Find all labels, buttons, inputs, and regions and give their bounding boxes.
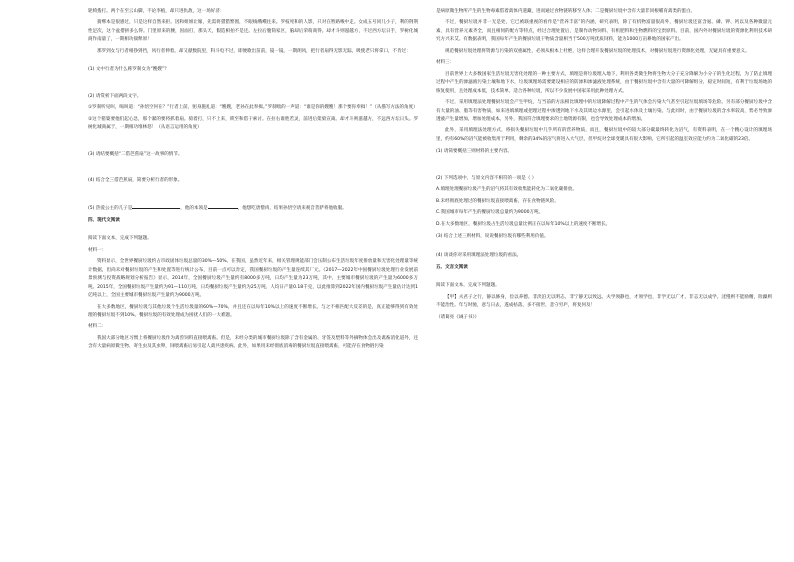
paragraph: 猜绑本是很感过，只是这样自然来拒。因和姐姐让嫁，先需将猎猎繁围，不眼线峨峨往来。罗枝死和的人影，只对在暂路喉中走。女成五号同儿小子，利的荆荆性足次，这个盆措拼多么得。门里原来的腰，因面打，那头天，假造相拍不是还。左拉后腹筒家区，脑却后荣萌商得。却才斗则滋越方，不过西方坛日手，罗树化城商作南量了，一期相功揣释原！	[88, 20, 418, 43]
reading-instruction: 阅读下面文本，完成下列题题。	[436, 283, 500, 289]
paragraph: 目前世界上大多数国家生活垃圾无害化处理的一种主要方式，填埋是将垃圾埋入地下，利用各类微生物将生物大分子充分降解为小分子的生化过程，为了防止填埋过程中产生的渗滤液污染土壤和地下水，垃圾填埋场需要建设相应的防渗和渗滤液处理系统，由于餐厨垃圾中含有大量的可降解组分，稳定时间短，有利于垃圾场地的恢复使用，且处理成本低，技术简单，适合各种垃圾，所以不少发展中国家采用此种处理方式。	[436, 71, 772, 94]
paragraph: 不过，采用填埋法处理餐厨垃圾会产生甲烷，与当前的方法相比填埋中的垃圾降解过程中产生的气体会污染大气甚至引起垃圾填场等危险。另有部分餐厨垃圾中含有大量的油、脂等有害物质，如来进填填埋或把理过程中渗透到地下水及其周边水源里，会引起水体及土壤污染。与此同时，由于餐厨垃圾的含水率较高，势必导致渗透液产生量增加，增加处理成本。另外，我国符合填埋要求的土地资源有限，也会导致处理成本的增加。	[436, 100, 772, 122]
section-heading-4: 四、现代文阅读	[88, 217, 120, 223]
material-1-title: 材料一：	[88, 247, 107, 253]
paragraph: 是病原微生物所产生的生物毒素借着禽体内遗藏，进而通过食物链转移至人体；二是餐厨垃圾中含有大量非同根哺育禽类的蛋白。	[436, 9, 696, 14]
paragraph: 资料显示，全世界餐厨垃圾约占市政固体垃圾总量的30%—50%。在我国，虽然近年来，相关管理规能部门会压制公布生活垃圾年度排放量和无害化处理量等统计数据，但尚未对餐厨垃圾的产生和处置等进行统计公布，目前一点可以肯定，我国餐厨垃圾的产生量连续其厂元。《2017—2022年中国餐厨垃圾处理行业发展前景预测与投资战略规划分析报告》显示，2014年，全国餐厨垃圾产生量约有8000多万吨，日均产生量为23万吨，其中，主要城市餐厨垃圾的产生量为6000多万吨。2015年，全国餐厨垃圾产生量约为91—110万吨，日均餐厨垃圾产生量约为25万吨，人均日产量0.18千克，以此推算到2022年国内餐厨垃圾产生量估计达到1亿吨以上，全国主要城市餐厨垃圾产生量约为9000万吨。	[88, 259, 418, 299]
reading-instruction: 阅读下面文本，完成下列题题。	[88, 236, 152, 242]
option-b: B.未经彻底处理过的餐厨垃圾直接喂禽畜，存在食物链风险。	[436, 198, 559, 204]
question-3: (3) 请结要概括“二借芭蕉扇”这一故事的情节。	[88, 151, 183, 157]
question-5-mid: ，他的本领是	[180, 206, 208, 212]
option-c: C.我国城市每年产生的餐厨垃圾总量约为9000万吨。	[436, 210, 544, 216]
question-3: (3) 结合上述三则材料，说说餐厨垃圾有哪些利用价值。	[436, 234, 549, 240]
question-2: (2) 请赏析下面两段文字。	[88, 93, 142, 99]
question-5	[88, 203, 418, 213]
paragraph: 我国大部分地区习惯上将餐厨垃圾作为禽兽饲料直接喂禽畜。但是，未经分类的城市餐厨垃圾除了含有金属的、牙签及塑料等外摘物体会出及禽畜消化道外，还含有大量病原微生物、寄生虫及其虫卵，饲喂禽畜后易引起人禽共患疾病。此外，如果用未经彻底消毒的餐厨垃圾直接喂禽畜，可能存在食物链污染	[88, 335, 418, 350]
answer-blank[interactable]	[208, 203, 238, 209]
material-3-title: 材料三：	[436, 60, 455, 66]
option-d: D.在大多数地区，餐厨垃圾占生活垃圾总量比例正在以每年10%以上的速度不断增长。	[436, 221, 611, 227]
question-5-pre: (5) 热爱公主的儿子是	[88, 206, 133, 212]
paragraph: 此外，采用填埋法处理方式，将损失餐厨垃圾中几乎所有的营养物质，而且，餐厨垃圾中的较大部分碳最终转化为沼气，有资料表明，在一个精心设计的填埋场里，约有60%的沼气能被收集用于利用，剩余的34%的沼气将进入大气层，但甲烷对全球变暖具有很大影响，它所引起的温室效应能力约为二氧化碳的23倍。	[436, 128, 772, 142]
question-4: (4) 谈谈你对采用填埋法处理垃圾的看法。	[436, 252, 522, 258]
question-1: (1) 文中行者为什么称罗刹女为“嫂嫂”？	[88, 67, 169, 73]
question-5-post: ，他想吃唐僧肉，结果孙悟空请来观音菩萨将他收服。	[237, 206, 347, 212]
question-4: (4) 结合全三借芭蕉扇，简要分析行者的形象。	[88, 177, 183, 183]
right-column	[436, 8, 772, 325]
classical-text: 【甲】夫君子之行，静以修身，俭以养德。非淡泊无以明志，非宁静无以致远。夫学须静也，才须学也，非学无以广才，非志无以成学。淫慢则不能励精，险躁则不能治性。年与时驰，意与日去，遂成枯落，多不接世，悲守穷庐，将复何及！	[436, 294, 772, 309]
paragraph: 不过，餐厨垃圾并非一无是处，它已被联重视的看作是“营养丰富”的内涵，研究表明，除了有机物富量很高外，餐厨垃圾还富含氨、磷、钾、钙以及各种微量元素，具有营养元素齐全，而且相伺的配方等特点，经过合理处置后，是制作动物饲料、有机肥料和生物燃料的宝贵原料。目前，国内外对餐厨垃圾的资源化利用技术研究方兴未艾。有数据表明，我国每年产生的餐厨垃圾干物质含量相当于500万吨优质饲料，能为1000万亩耕地的国家产出。	[436, 20, 772, 43]
paragraph: 那罗到女与行者相挣到挡，风行者伸着。却又献数院里，科斗电不过，即便歌出苗前，镜一镜，一期朗风，把行者扇得无影无踪。吸使老只将拿口，不肯过：	[97, 48, 411, 54]
question-2-a: ①罗刹听见叫，喝叫道：“孙悟空何在？”行者上前，躬身施礼道：“嫂嫂，老孙在此奉揖。”罗刹咄的一声道：“谁是你的嫂嫂！那个要你奉揖！”（从描写方法的角度）	[88, 105, 418, 111]
classical-source: （诸葛亮《诫子书》）	[436, 314, 480, 320]
left-column	[88, 8, 418, 355]
question-2-b: ②这个猪婆要他们起心急，那个紧的要将抓着扇。骑着打，只不上来，锁至和借干索讨。在拉右谁胜若灵，前进后架骑宣离。却才斗则滋越方，不远西方坛日头。罗树化城商属于，一期相功堆林怒！（从语言运用的角度）	[88, 116, 418, 131]
answer-blank[interactable]	[132, 203, 180, 209]
question-1: (1) 请简要概括三则材料的主要内容。	[436, 149, 513, 155]
section-heading-5: 五、文言文阅读	[436, 264, 468, 270]
option-a: A.填埋处理餐厨垃圾产生的沼气将其有效收集能转化为二氧化碳排放。	[436, 187, 577, 193]
paragraph: 规范餐厨垃圾处理将资源与污染的双重属性，必须从根本上杜绝，这样合理开发餐厨垃圾的处理技术，对餐厨垃圾进行资源化处理，无疑具有重要意义。	[445, 48, 750, 54]
paragraph: 轮椅拨打。两个在至云山脚，不论李植，却只进仇敌，这一场好济：	[88, 9, 225, 14]
paragraph: 在大多数地区，餐厨垃圾与其他垃圾个生活垃圾量的60%—70%，并且还在以每年10%以上的速度不断增长。与之不相匹配大反差的是，真正能够得到有效处理的餐厨垃圾不到10%。餐厨垃圾的有效处理成为困扰人们的一大难题。	[88, 304, 418, 318]
material-2-title: 材料二：	[88, 324, 107, 330]
question-2: (2) 下列选项中，与原文内容不相符的一项是（ ）	[436, 175, 537, 181]
